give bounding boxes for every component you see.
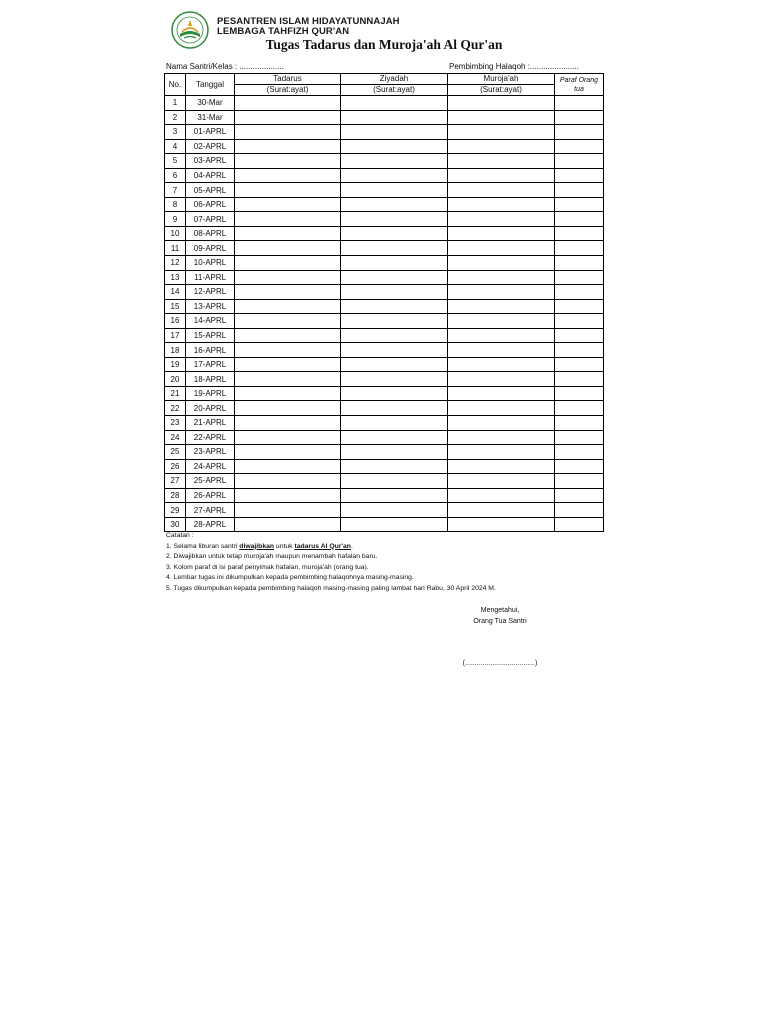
table-row — [165, 445, 604, 460]
row-tadarus-cell — [235, 445, 341, 460]
header-ziyadah-sub: (Surat:ayat) — [341, 85, 448, 96]
row-paraf-cell — [555, 474, 604, 489]
header-ziyadah: Ziyadah — [341, 74, 448, 85]
row-no: 8 — [165, 197, 186, 212]
row-date: 23-APRL — [186, 445, 235, 460]
row-date: 12-APRL — [186, 285, 235, 300]
row-tadarus-cell — [235, 285, 341, 300]
row-paraf-cell — [555, 328, 604, 343]
institution-name — [217, 17, 400, 37]
row-no: 11 — [165, 241, 186, 256]
row-no: 2 — [165, 110, 186, 125]
row-paraf-cell — [555, 445, 604, 460]
row-paraf-cell — [555, 386, 604, 401]
row-no: 24 — [165, 430, 186, 445]
table-row — [165, 168, 604, 183]
table-row — [165, 96, 604, 111]
row-tadarus-cell — [235, 139, 341, 154]
row-ziyadah-cell — [341, 241, 448, 256]
row-paraf-cell — [555, 226, 604, 241]
table-row — [165, 343, 604, 358]
row-no: 18 — [165, 343, 186, 358]
row-tadarus-cell — [235, 328, 341, 343]
row-date: 30-Mar — [186, 96, 235, 111]
institution-line2: LEMBAGA TAHFIZH QUR'AN — [217, 26, 350, 37]
row-no: 5 — [165, 154, 186, 169]
note-5: 5. Tugas dikumpulkan kepada pembimbing halaqoh masing-masing paling lambat hari Rabu, 30 April 2024 M. — [166, 584, 496, 592]
table-row — [165, 125, 604, 140]
table-row — [165, 110, 604, 125]
row-tadarus-cell — [235, 416, 341, 431]
row-paraf-cell — [555, 125, 604, 140]
row-paraf-cell — [555, 154, 604, 169]
table-row — [165, 197, 604, 212]
row-ziyadah-cell — [341, 459, 448, 474]
row-date: 13-APRL — [186, 299, 235, 314]
page-title: Tugas Tadarus dan Muroja'ah Al Qur'an — [265, 37, 503, 52]
row-date: 01-APRL — [186, 125, 235, 140]
institution-line1: PESANTREN ISLAM HIDAYATUNNAJAH — [217, 16, 400, 27]
row-murojaah-cell — [448, 401, 555, 416]
row-murojaah-cell — [448, 96, 555, 111]
table-row — [165, 299, 604, 314]
header-murojaah: Muroja'ah — [448, 74, 555, 85]
table-row — [165, 416, 604, 431]
row-no: 17 — [165, 328, 186, 343]
row-ziyadah-cell — [341, 299, 448, 314]
notes-section — [166, 531, 496, 595]
row-murojaah-cell — [448, 285, 555, 300]
row-ziyadah-cell — [341, 357, 448, 372]
table-row — [165, 270, 604, 285]
note-1 — [166, 542, 496, 553]
row-tadarus-cell — [235, 110, 341, 125]
sign-mengetahui: Mengetahui, — [480, 607, 520, 614]
row-murojaah-cell — [448, 357, 555, 372]
row-ziyadah-cell — [341, 372, 448, 387]
table-row — [165, 474, 604, 489]
assignment-table — [164, 73, 604, 532]
row-tadarus-cell — [235, 357, 341, 372]
row-ziyadah-cell — [341, 154, 448, 169]
note-1-emphasis-2: tadarus Al Qur'an — [294, 542, 351, 550]
row-murojaah-cell — [448, 226, 555, 241]
row-paraf-cell — [555, 314, 604, 329]
table-row — [165, 517, 604, 532]
row-ziyadah-cell — [341, 96, 448, 111]
note-1-c: untuk — [274, 542, 295, 550]
table-row — [165, 488, 604, 503]
table-row — [165, 212, 604, 227]
row-tadarus-cell — [235, 488, 341, 503]
row-no: 23 — [165, 416, 186, 431]
row-ziyadah-cell — [341, 416, 448, 431]
row-paraf-cell — [555, 517, 604, 532]
row-tadarus-cell — [235, 299, 341, 314]
row-ziyadah-cell — [341, 503, 448, 518]
row-ziyadah-cell — [341, 386, 448, 401]
row-murojaah-cell — [448, 183, 555, 198]
row-murojaah-cell — [448, 110, 555, 125]
header-tadarus: Tadarus — [235, 74, 341, 85]
row-ziyadah-cell — [341, 285, 448, 300]
row-no: 13 — [165, 270, 186, 285]
row-murojaah-cell — [448, 299, 555, 314]
row-ziyadah-cell — [341, 256, 448, 271]
row-no: 7 — [165, 183, 186, 198]
row-paraf-cell — [555, 256, 604, 271]
row-tadarus-cell — [235, 212, 341, 227]
row-date: 22-APRL — [186, 430, 235, 445]
row-tadarus-cell — [235, 343, 341, 358]
row-tadarus-cell — [235, 256, 341, 271]
row-murojaah-cell — [448, 517, 555, 532]
row-no: 25 — [165, 445, 186, 460]
row-no: 19 — [165, 357, 186, 372]
row-paraf-cell — [555, 357, 604, 372]
row-paraf-cell — [555, 270, 604, 285]
row-paraf-cell — [555, 343, 604, 358]
row-date: 26-APRL — [186, 488, 235, 503]
row-date: 21-APRL — [186, 416, 235, 431]
row-ziyadah-cell — [341, 430, 448, 445]
row-murojaah-cell — [448, 372, 555, 387]
row-date: 31-Mar — [186, 110, 235, 125]
row-paraf-cell — [555, 401, 604, 416]
row-paraf-cell — [555, 372, 604, 387]
row-paraf-cell — [555, 212, 604, 227]
row-ziyadah-cell — [341, 517, 448, 532]
row-murojaah-cell — [448, 125, 555, 140]
table-row — [165, 183, 604, 198]
row-paraf-cell — [555, 416, 604, 431]
row-date: 20-APRL — [186, 401, 235, 416]
note-1-e: . — [350, 542, 353, 550]
header-no: No. — [165, 74, 186, 96]
table-row — [165, 154, 604, 169]
row-no: 29 — [165, 503, 186, 518]
row-paraf-cell — [555, 299, 604, 314]
row-date: 17-APRL — [186, 357, 235, 372]
note-3: 3. Kolom paraf di isi paraf penyimak hafalan, muroja'ah (orang tua). — [166, 563, 369, 571]
row-no: 9 — [165, 212, 186, 227]
row-murojaah-cell — [448, 488, 555, 503]
row-date: 16-APRL — [186, 343, 235, 358]
row-murojaah-cell — [448, 430, 555, 445]
row-tadarus-cell — [235, 270, 341, 285]
row-paraf-cell — [555, 459, 604, 474]
row-murojaah-cell — [448, 270, 555, 285]
row-no: 21 — [165, 386, 186, 401]
row-murojaah-cell — [448, 154, 555, 169]
table-row — [165, 314, 604, 329]
row-ziyadah-cell — [341, 212, 448, 227]
row-paraf-cell — [555, 183, 604, 198]
row-no: 28 — [165, 488, 186, 503]
row-date: 05-APRL — [186, 183, 235, 198]
row-ziyadah-cell — [341, 270, 448, 285]
row-no: 4 — [165, 139, 186, 154]
row-tadarus-cell — [235, 154, 341, 169]
row-date: 06-APRL — [186, 197, 235, 212]
row-paraf-cell — [555, 197, 604, 212]
row-murojaah-cell — [448, 256, 555, 271]
row-paraf-cell — [555, 285, 604, 300]
table-row — [165, 401, 604, 416]
row-tadarus-cell — [235, 503, 341, 518]
row-paraf-cell — [555, 139, 604, 154]
row-date: 24-APRL — [186, 459, 235, 474]
row-ziyadah-cell — [341, 328, 448, 343]
row-date: 11-APRL — [186, 270, 235, 285]
header-tadarus-sub: (Surat:ayat) — [235, 85, 341, 96]
row-no: 6 — [165, 168, 186, 183]
table-row — [165, 256, 604, 271]
row-paraf-cell — [555, 96, 604, 111]
row-tadarus-cell — [235, 459, 341, 474]
row-murojaah-cell — [448, 386, 555, 401]
row-no: 1 — [165, 96, 186, 111]
pembimbing-field-label: Pembimbing Halaqoh :...................... — [449, 62, 579, 71]
row-date: 07-APRL — [186, 212, 235, 227]
row-ziyadah-cell — [341, 343, 448, 358]
row-ziyadah-cell — [341, 226, 448, 241]
row-ziyadah-cell — [341, 110, 448, 125]
note-4: 4. Lembar tugas ini dikumpulkan kepada pembimbing halaqohnya masing-masing. — [166, 574, 414, 582]
row-murojaah-cell — [448, 168, 555, 183]
row-no: 10 — [165, 226, 186, 241]
row-ziyadah-cell — [341, 474, 448, 489]
table-row — [165, 226, 604, 241]
row-no: 26 — [165, 459, 186, 474]
row-murojaah-cell — [448, 241, 555, 256]
row-no: 27 — [165, 474, 186, 489]
row-ziyadah-cell — [341, 401, 448, 416]
row-date: 18-APRL — [186, 372, 235, 387]
row-murojaah-cell — [448, 459, 555, 474]
sign-parent-label: Orang Tua Santri — [473, 618, 527, 625]
notes-heading: Catatan : — [166, 532, 194, 539]
row-ziyadah-cell — [341, 125, 448, 140]
row-date: 19-APRL — [186, 386, 235, 401]
row-tadarus-cell — [235, 517, 341, 532]
row-murojaah-cell — [448, 416, 555, 431]
row-ziyadah-cell — [341, 314, 448, 329]
row-date: 04-APRL — [186, 168, 235, 183]
row-date: 10-APRL — [186, 256, 235, 271]
row-paraf-cell — [555, 503, 604, 518]
row-tadarus-cell — [235, 96, 341, 111]
row-date: 08-APRL — [186, 226, 235, 241]
row-tadarus-cell — [235, 314, 341, 329]
header-tanggal: Tanggal — [186, 74, 235, 96]
note-1-a: 1. Selama liburan santri — [166, 542, 240, 550]
row-murojaah-cell — [448, 474, 555, 489]
table-row — [165, 357, 604, 372]
row-tadarus-cell — [235, 386, 341, 401]
row-tadarus-cell — [235, 125, 341, 140]
row-paraf-cell — [555, 488, 604, 503]
row-tadarus-cell — [235, 241, 341, 256]
row-date: 28-APRL — [186, 517, 235, 532]
row-tadarus-cell — [235, 430, 341, 445]
note-2: 2. Diwajibkan untuk tetap muroja'ah maupun menambah hafalan baru. — [166, 553, 378, 561]
row-no: 20 — [165, 372, 186, 387]
row-date: 27-APRL — [186, 503, 235, 518]
row-ziyadah-cell — [341, 488, 448, 503]
row-tadarus-cell — [235, 168, 341, 183]
sign-blank-line: (....................................) — [462, 660, 538, 667]
row-no: 16 — [165, 314, 186, 329]
row-date: 25-APRL — [186, 474, 235, 489]
table-row — [165, 459, 604, 474]
row-ziyadah-cell — [341, 183, 448, 198]
row-no: 3 — [165, 125, 186, 140]
row-murojaah-cell — [448, 503, 555, 518]
row-date: 09-APRL — [186, 241, 235, 256]
row-no: 15 — [165, 299, 186, 314]
row-murojaah-cell — [448, 212, 555, 227]
table-row — [165, 328, 604, 343]
row-tadarus-cell — [235, 226, 341, 241]
row-tadarus-cell — [235, 474, 341, 489]
row-ziyadah-cell — [341, 445, 448, 460]
row-tadarus-cell — [235, 197, 341, 212]
row-murojaah-cell — [448, 343, 555, 358]
row-paraf-cell — [555, 168, 604, 183]
row-ziyadah-cell — [341, 168, 448, 183]
row-ziyadah-cell — [341, 139, 448, 154]
row-murojaah-cell — [448, 445, 555, 460]
row-murojaah-cell — [448, 139, 555, 154]
row-murojaah-cell — [448, 328, 555, 343]
table-row — [165, 386, 604, 401]
row-murojaah-cell — [448, 314, 555, 329]
row-tadarus-cell — [235, 372, 341, 387]
table-row — [165, 503, 604, 518]
row-date: 02-APRL — [186, 139, 235, 154]
row-no: 30 — [165, 517, 186, 532]
row-murojaah-cell — [448, 197, 555, 212]
note-1-emphasis: diwajibkan — [239, 542, 275, 550]
table-row — [165, 285, 604, 300]
table-row — [165, 372, 604, 387]
row-ziyadah-cell — [341, 197, 448, 212]
row-date: 03-APRL — [186, 154, 235, 169]
row-paraf-cell — [555, 430, 604, 445]
row-tadarus-cell — [235, 183, 341, 198]
row-paraf-cell — [555, 110, 604, 125]
header-paraf: Paraf Orang tua — [555, 74, 604, 96]
santri-field-label: Nama Santri/Kelas : .................... — [166, 62, 284, 71]
row-no: 12 — [165, 256, 186, 271]
table-row — [165, 139, 604, 154]
header-murojaah-sub: (Surat:ayat) — [448, 85, 555, 96]
table-row — [165, 430, 604, 445]
row-no: 22 — [165, 401, 186, 416]
row-date: 14-APRL — [186, 314, 235, 329]
row-date: 15-APRL — [186, 328, 235, 343]
row-no: 14 — [165, 285, 186, 300]
row-tadarus-cell — [235, 401, 341, 416]
table-row — [165, 241, 604, 256]
row-paraf-cell — [555, 241, 604, 256]
